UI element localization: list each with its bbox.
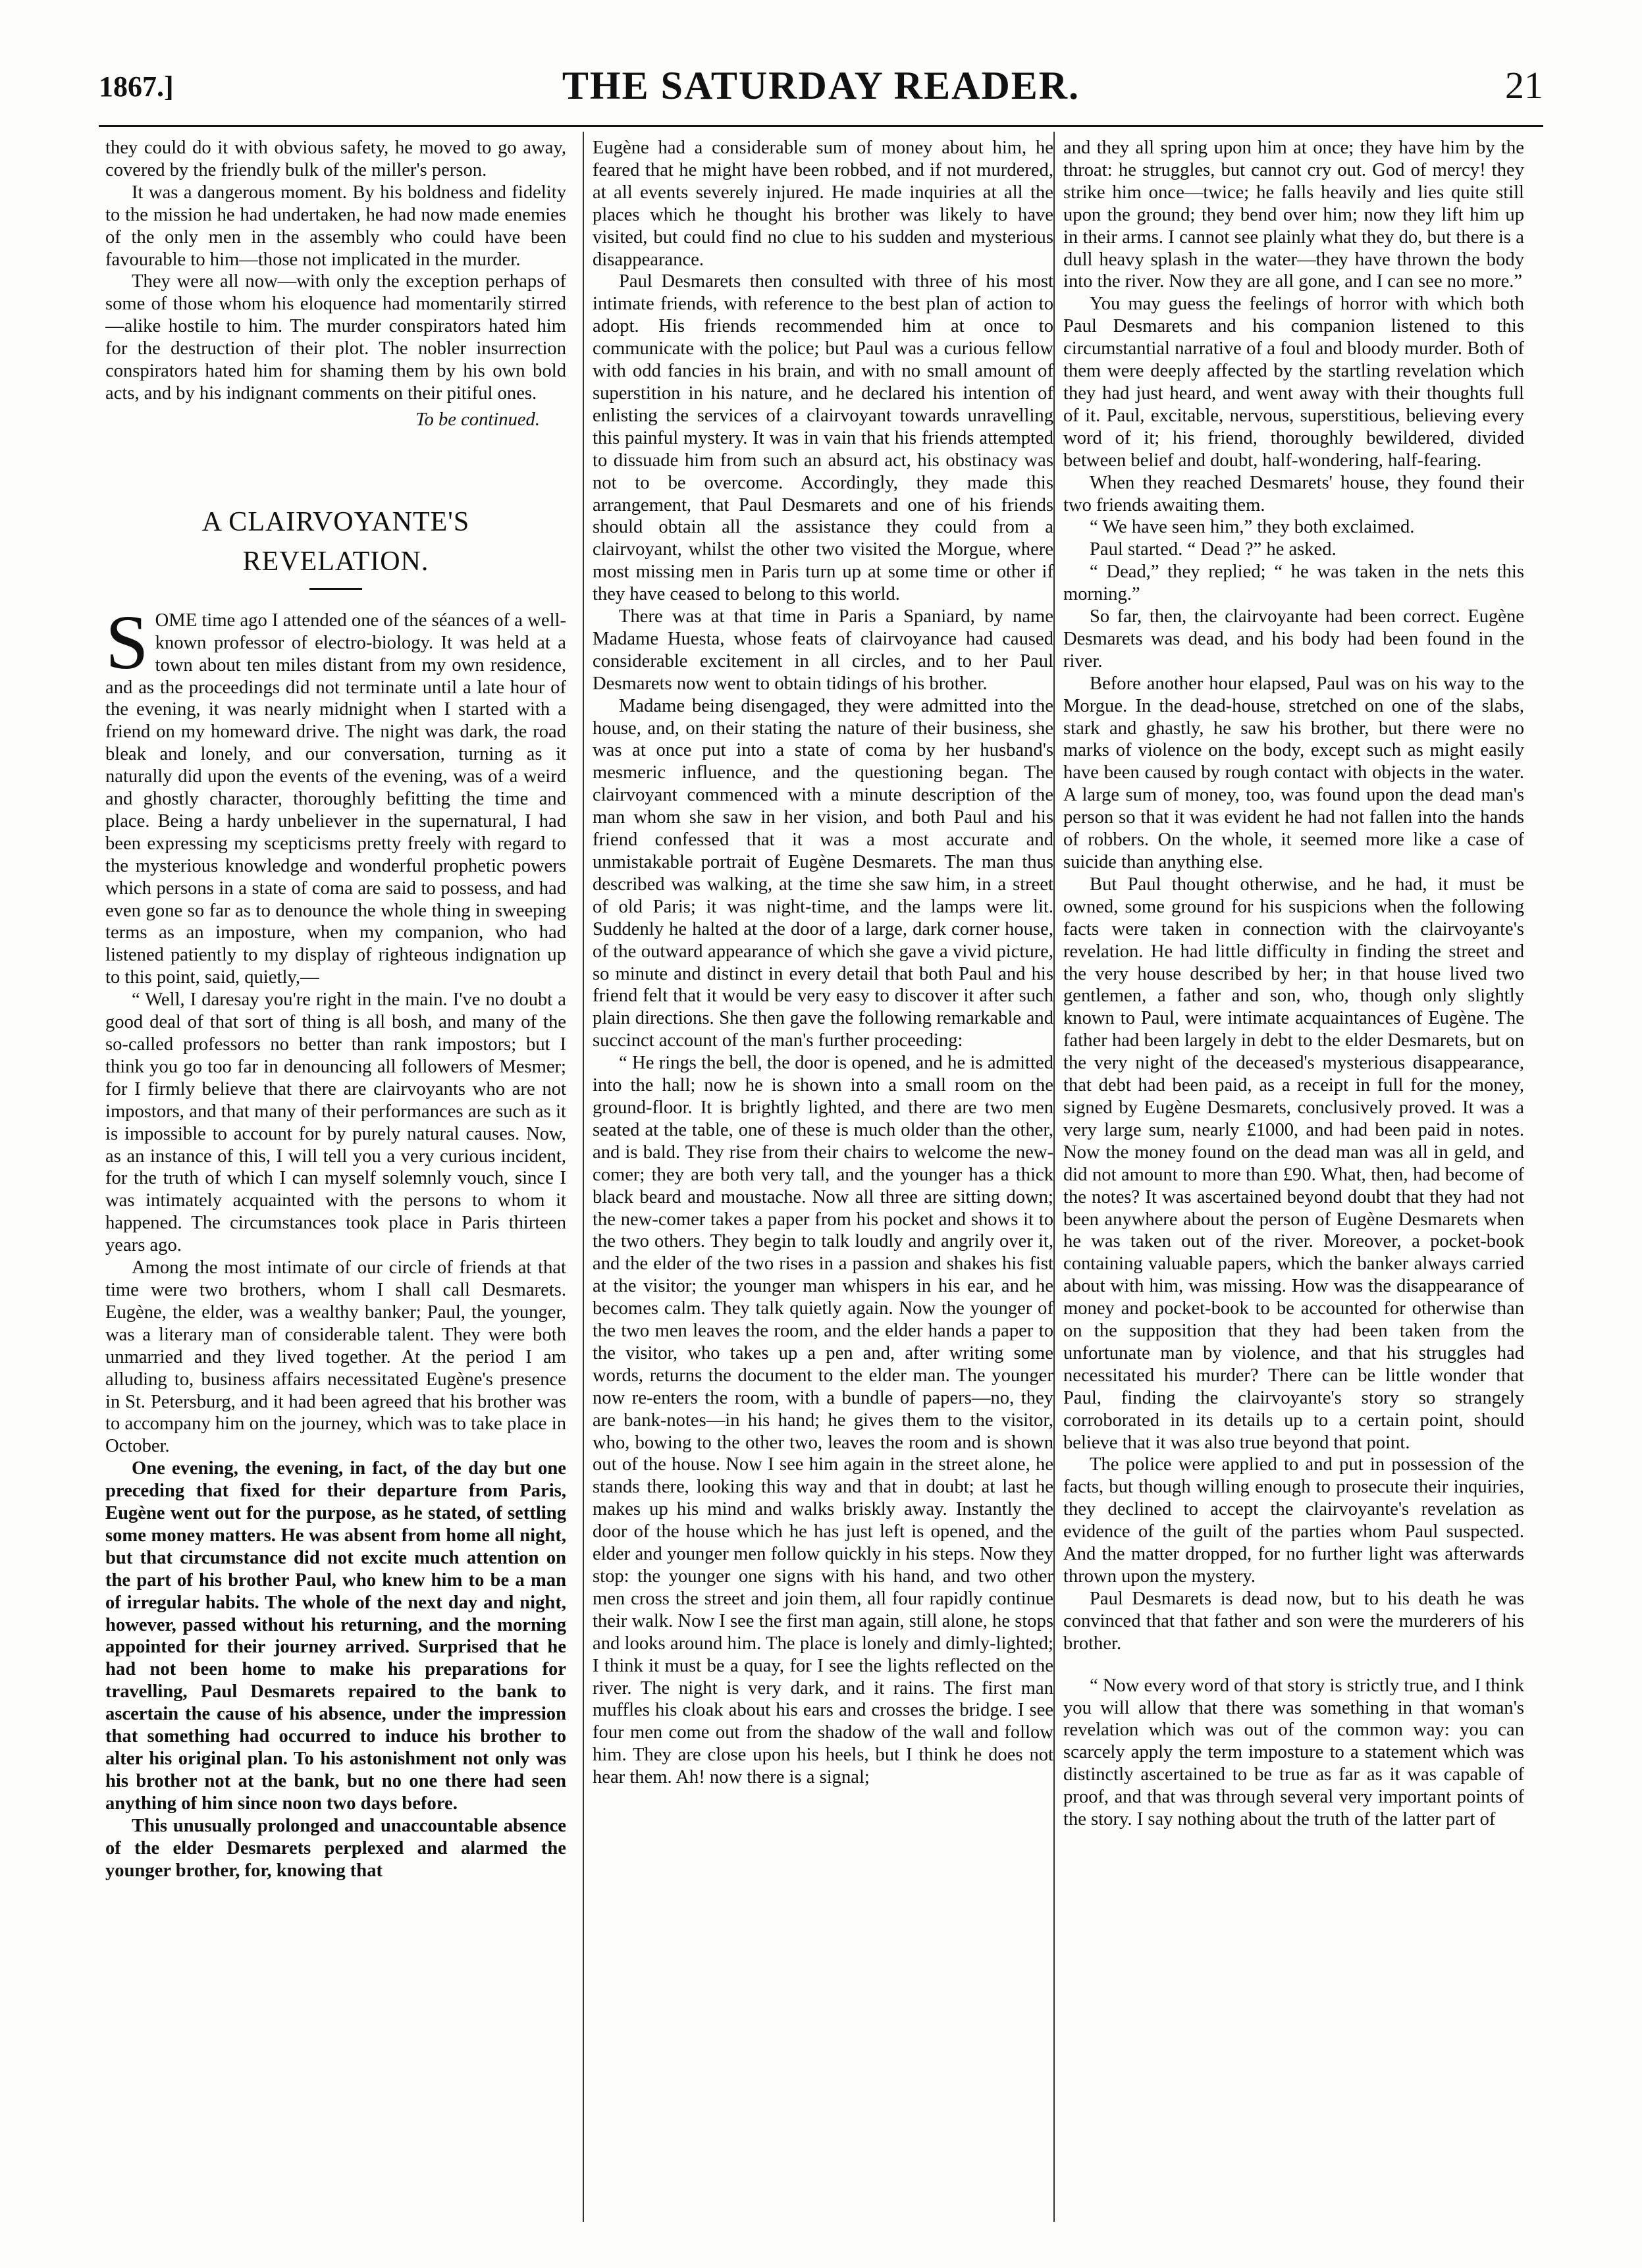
paragraph: One evening, the evening, in fact, of the day but one preceding that fixed for their departure from Paris, Eugène went out for the purpose, as he stated, of settling some money matters. He was absent from home all night, but that circumstance did not excite much attention on the part of his brother Paul, who knew him to be a man of irregular habits. The whole of the next day and night, however, passed without his returning, and the morning appointed for their journey arrived. Surprised that he had not been home to make his preparations for travelling, Paul Desmarets repaired to the bank to ascertain the cause of his absence, under the impression that something had occurred to induce his brother to alter his original plan. To his astonishment not only was his brother not at the bank, but no one there had seen anything of him since noon two days before. <box>105 1458 566 1814</box>
paragraph: Madame being disengaged, they were admitted into the house, and, on their stating the nature of their business, she was at once put into a state of coma by her husband's mesmeric influence, and the questioning began. The clairvoyant commenced with a minute description of the man whom she saw in her vision, and both Paul and his friend confessed that it was a most accurate and unmistakable portrait of Eugène Desmarets. The man thus described was walking, at the time she saw him, in a street of old Paris; it was night-time, and the lamps were lit. Suddenly he halted at the door of a large, dark corner house, of the outward appearance of which she gave a vivid picture, so minute and distinct in every detail that both Paul and his friend felt that it would be very easy to discover it after such plain directions. She then gave the following remarkable and succinct account of the man's further proceeding: <box>593 695 1053 1051</box>
paragraph: The police were applied to and put in possession of the facts, but though willing enough to prosecute their inquiries, they declined to accept the clairvoyante's revelation as evidence of the guilt of the parties whom Paul suspected. And the matter dropped, for no further light was afterwards thrown upon the mystery. <box>1063 1454 1524 1587</box>
column-divider <box>1053 132 1055 2222</box>
paragraph: Among the most intimate of our circle of friends at that time were two brothers, whom I shall call Desmarets. Eugène, the elder, was a wealthy banker; Paul, the younger, was a literary man of considerable talent. They were both unmarried and they lived together. At the period I am alluding to, business affairs necessitated Eugène's presence in St. Petersburg, and it had been agreed that his brother was to accompany him on the journey, which was to take place in October. <box>105 1257 566 1457</box>
drop-cap: S <box>105 598 149 685</box>
paragraph: “ Dead,” they replied; “ he was taken in the nets this morning.” <box>1063 562 1524 605</box>
paragraph: “ He rings the bell, the door is opened, and he is admitted into the hall; now he is shown into a small room on the ground-floor. It is brightly lighted, and there are two men seated at the table, one of these is much older than the other, and is bald. They rise from their chairs to welcome the new-comer; they are both very tall, and the younger has a thick black beard and moustache. Now all three are sitting down; the new-comer takes a paper from his pocket and shows it to the two others. They begin to talk loudly and angrily over it, and the elder of the two rises in a passion and shakes his fist at the visitor; the younger man whispers in his ear, and he becomes calm. They talk quietly again. Now the younger of the two men leaves the room, and the elder hands a paper to the visitor, who takes up a pen and, after writing some words, returns the document to the elder man. The younger now re-enters the room, with a bundle of papers—no, they are bank-notes—in his hand; he gives them to the visitor, who, bowing to the other two, leaves the room and is shown out of the house. Now I see him again in the street alone, he stands there, looking this way and that in doubt; at last he makes up his mind and walks briskly away. Instantly the door of the house which he has just left is opened, and the elder and younger men follow quickly in his steps. Now they stop: the younger one signs with his hand, and two other men cross the street and join them, all four rapidly continue their walk. Now I see the first man again, still alone, he stops and looks around him. The place is lonely and dimly-lighted; I think it must be a quay, for I see the lights reflected on the river. The night is very dark, and it rains. The first man muffles his cloak about his ears and crosses the bridge. I see four men come out from the shadow of the wall and follow him. They are close upon his heels, but I think he does not hear them. Ah! now there is a signal; <box>593 1053 1053 1788</box>
paragraph: You may guess the feelings of horror with which both Paul Desmarets and his companion listened to this circumstantial narrative of a foul and bloody murder. Both of them were deeply affected by the startling revelation which they had just heard, and went away with their thoughts full of it. Paul, excitable, nervous, superstitious, believing every word of it; his friend, thoroughly bewildered, divided between belief and doubt, half-wondering, half-fearing. <box>1063 294 1524 471</box>
paragraph: and they all spring upon him at once; they have him by the throat: he struggles, but cannot cry out. God of mercy! they strike him once—twice; he falls heavily and lies quite still upon the ground; they bend over him; now they lift him up in their arms. I cannot see plainly what they do, but there is a dull heavy splash in the water—they have thrown the body into the river. Now they are all gone, and I can see no more.” <box>1063 138 1524 292</box>
publication-title: THE SATURDAY READER. <box>562 64 1080 107</box>
paragraph: “ We have seen him,” they both exclaimed. <box>1090 517 1415 538</box>
column-divider <box>583 132 584 2222</box>
paragraph: they could do it with obvious safety, he moved to go away, covered by the friendly bulk of the miller's person. <box>105 138 566 180</box>
title-rule <box>309 588 362 590</box>
masthead-rule <box>99 125 1543 127</box>
column-3 <box>1063 137 1524 2217</box>
to-be-continued: To be continued. <box>415 409 540 430</box>
paragraph: There was at that time in Paris a Spaniard, by name Madame Huesta, whose feats of clairvoyance had caused considerable excitement in all circles, and to her Paul Desmarets now went to obtain tidings of his brother. <box>593 606 1053 694</box>
article-title: A CLAIRVOYANTE'S REVELATION. <box>201 506 470 577</box>
paragraph: Before another hour elapsed, Paul was on his way to the Morgue. In the dead-house, stretched on one of the slabs, stark and ghastly, he saw his brother, but there were no marks of violence on the body, except such as might easily have been caused by rough contact with objects in the water. A large sum of money, too, was found upon the dead man's person so that it was evident he had not fallen into the hands of robbers. On the whole, it seemed more like a case of suicide than anything else. <box>1063 673 1524 872</box>
column-2 <box>593 137 1053 2217</box>
paragraph: Paul Desmarets then consulted with three of his most intimate friends, with reference to the best plan of action to adopt. His friends recommended him at once to communicate with the police; but Paul was a curious fellow with odd fancies in his brain, and with no small amount of superstition in his nature, and he declared his intention of enlisting the services of a clairvoyant towards unravelling this painful mystery. It was in vain that his friends attempted to dissuade him from such an absurd act, his obstinacy was not to be overcome. Accordingly, they made this arrangement, that Paul Desmarets and one of his friends should obtain all the assistance they could from a clairvoyant, whilst the other two visited the Morgue, where most missing men in Paris turn up at some time or other if they have ceased to belong to this world. <box>593 271 1053 605</box>
paragraph: But Paul thought otherwise, and he had, it must be owned, some ground for his suspicions when the following facts were taken in connection with the clairvoyante's revelation. He had little difficulty in finding the street and the very house described by her; in that house lived two gentlemen, a father and son, who, though only slightly known to Paul, were intimate acquaintances of Eugène. The father had been largely in debt to the elder Desmarets, but on the very night of the deceased's mysterious disappearance, that debt had been paid, as a receipt in full for the money, signed by Eugène Desmarets, conclusively proved. It was a very large sum, nearly £1000, and had been paid in notes. Now the money found on the dead man was all in geld, and did not amount to more than £90. What, then, had become of the notes? It was ascertained beyond doubt that they had not been anywhere about the person of Eugène Desmarets when he was taken out of the river. Moreover, a pocket-book containing valuable papers, which the banker always carried about with him, was missing. How was the disappearance of money and pocket-book to be accounted for otherwise than on the supposition that they had been taken from the unfortunate man by violence, and that his struggles had necessitated his murder? There can be little wonder that Paul, finding the clairvoyante's story so strangely corroborated in its details up to a certain point, should believe that it was also true beyond that point. <box>1063 874 1524 1453</box>
opening-paragraph <box>105 598 566 989</box>
paragraph: So far, then, the clairvoyante had been correct. Eugène Desmarets was dead, and his body had been found in the river. <box>1063 606 1524 672</box>
paragraph: Eugène had a considerable sum of money about him, he feared that he might have been robbed, and if not murdered, at all events severely injured. He made inquiries at all the places which he thought his brother was likely to have visited, but could find no clue to his sudden and mysterious disappearance. <box>593 138 1053 270</box>
opening-text: OME time ago I attended one of the séances of a well-known professor of electro-biology. It was held at a town about ten miles distant from my own residence, and as the proceedings did not terminate until a late hour of the evening, it was nearly midnight when I started with a friend on my homeward drive. The night was dark, the road bleak and lonely, and our conversation, turning as it naturally did upon the events of the evening, was of a weird and ghostly character, thoroughly befitting the time and place. Being a hardy unbeliever in the supernatural, I had been expressing my scepticisms pretty freely with regard to the mysterious knowledge and wonderful prophetic powers which persons in a state of coma are said to possess, and had even gone so far as to denounce the whole thing in sweeping terms as an imposture, when my companion, who had listened patiently to my display of righteous indignation up to this point, said, quietly,— <box>105 610 566 988</box>
paragraph: They were all now—with only the exception perhaps of some of those whom his eloquence had momentarily stirred—alike hostile to him. The murder conspirators hated him for the destruction of their plot. The nobler insurrection conspirators hated him for shaming them by his own bold acts, and by his indignant comments on their pitiful ones. <box>105 271 566 404</box>
page-number: 21 <box>1505 64 1543 107</box>
issue-date: 1867.] <box>99 70 174 103</box>
paragraph: Paul Desmarets is dead now, but to his death he was convinced that that father and son were the murderers of his brother. <box>1063 1588 1524 1654</box>
masthead <box>99 63 1543 116</box>
column-1 <box>105 137 566 2217</box>
paragraph: “ Well, I daresay you're right in the main. I've no doubt a good deal of that sort of thing is all bosh, and many of the so-called professors no better than rank impostors; but I think you go too far in denouncing all followers of Mesmer; for I firmly believe that there are clairvoyants who are not impostors, and that many of their performances are such as it is impossible to account for by purely natural causes. Now, as an instance of this, I will tell you a very curious incident, for the truth of which I can myself solemnly vouch, since I was intimately acquainted with the persons to whom it happened. The circumstances took place in Paris thirteen years ago. <box>105 989 566 1256</box>
paragraph: Paul started. “ Dead ?” he asked. <box>1090 539 1337 560</box>
paragraph: “ Now every word of that story is strictly true, and I think you will allow that there was something in that woman's revelation which was out of the common way: you can scarcely apply the term imposture to a statement which was distinctly ascertained to be true as far as it was capable of proof, and that was through several very important points of the story. I say nothing about the truth of the latter part of <box>1063 1675 1524 1830</box>
paragraph: This unusually prolonged and unaccountable absence of the elder Desmarets perplexed and alarmed the younger brother, for, knowing that <box>105 1815 566 1881</box>
paragraph: It was a dangerous moment. By his boldness and fidelity to the mission he had undertaken, he had now made enemies of the only men in the assembly who could have been favourable to him—those not implicated in the murder. <box>105 182 566 270</box>
paragraph: When they reached Desmarets' house, they found their two friends awaiting them. <box>1063 472 1524 515</box>
